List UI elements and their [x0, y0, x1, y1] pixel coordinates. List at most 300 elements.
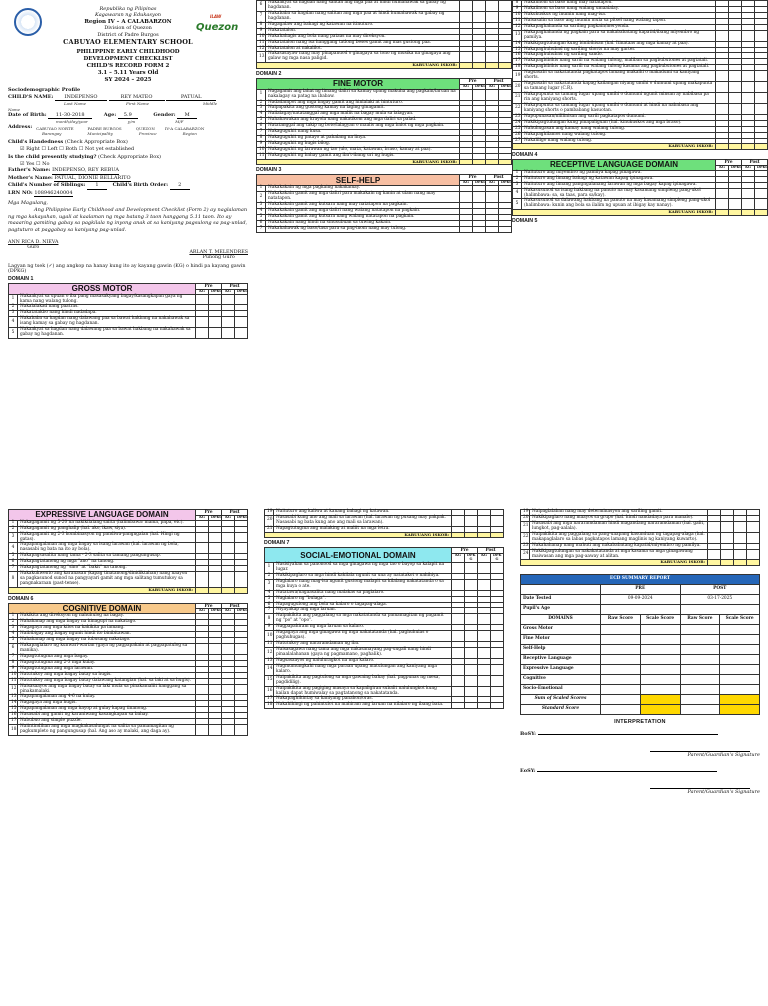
item-text: Nakatatalon at nakalilot. — [266, 46, 460, 52]
checklist-row — [265, 579, 504, 590]
check-cell[interactable] — [209, 328, 222, 339]
item-number: 2 — [9, 526, 18, 532]
check-cell[interactable] — [222, 644, 235, 655]
item-number: 8 — [265, 614, 274, 625]
check-cell[interactable] — [235, 725, 248, 736]
check-cell[interactable] — [209, 543, 222, 554]
item-text: Nakababa sa hagdan nang dalawang paa sa bawat hakbang na nakahawak sa isang kamay sa gabay ng hagdanan. — [18, 317, 196, 328]
check-cell[interactable] — [755, 93, 768, 104]
checklist-row — [257, 11, 512, 22]
item-text: Naituturo ang miyembro ng pamilya kapag pinagawa. — [522, 170, 716, 176]
fine-motor-table: FINE MOTOR Pre Post KG DPKG KG DPKG 1 Nagagamit ang lahat ng limang daliri sa kamay upang makuha ang pagkain/laruan na nakalagay sa patag na ibabaw. 2 Nadadampot ang mga bagay gamit ang hinlalaki at hintuturo. 3 Naipapakita ang gustong kamay na laging ginagamit. 4 Nailalagay/natatanggal ang mga maliit na bagay mula sa lalagyan. 5 Nahahawakan ang krayola nang nakatikom ang mga daliri sa palad. 6 Natatanggal ang takip ng bote/lalagyan o maalis ang mga balot ng mga pagkain. 7 Nakaguguhit nang kusa. 8 Nakaguguhit ng patayo at pahalang na linya. 9 Nakaguguhit ng hugis bilog. 10 Nakaguguhit ng larawan ng tao (ulo, mata, katawan, braso, kamay at paa). 11 Nakaguguhit ng bahay gamit ang iba't-ibang uri ng hugis. KABUUANG ISKOR: — [256, 78, 512, 166]
item-number: 5 — [9, 638, 18, 644]
check-cell[interactable] — [486, 192, 499, 203]
check-cell[interactable] — [716, 82, 729, 93]
check-cell[interactable] — [196, 684, 209, 695]
checklist-row — [513, 71, 768, 82]
checklist-row — [521, 521, 760, 532]
check-cell[interactable] — [235, 572, 248, 588]
mother-name-field[interactable]: PATUAL, DIONIE BELLARITO — [54, 174, 131, 181]
first-name-field[interactable]: REY MATEO — [109, 94, 165, 102]
check-cell[interactable] — [209, 317, 222, 328]
check-cell[interactable] — [755, 82, 768, 93]
check-cell[interactable] — [460, 226, 473, 232]
score-cell[interactable] — [601, 645, 641, 655]
birth-order-field[interactable]: 2 — [170, 182, 190, 190]
interpretation-heading: INTERPRETATION — [614, 719, 666, 726]
item-text: Nabubuo ang simple puzzle. — [18, 719, 196, 725]
item-number: 3 — [9, 532, 18, 543]
item-text: Nagagaya ang mga ginagawa ng mga nakatatanda (hal. paghuhulas o paghuhugas). — [274, 631, 452, 642]
check-cell[interactable] — [235, 328, 248, 339]
checklist-row — [265, 515, 504, 526]
checklist-row — [265, 614, 504, 625]
item-text: Napupunasan/nililinisan ang sarili pagkatapos dumumi. — [522, 114, 716, 120]
check-cell[interactable] — [755, 71, 768, 82]
item-text: Nakakakain gamit ang mga daliri para makakain ng kanin at ulam nang may natatapon. — [266, 192, 460, 203]
item-number: 9 — [265, 625, 274, 631]
item-number: 5 — [513, 199, 522, 210]
item-number: 9 — [513, 6, 522, 12]
item-number: 8 — [257, 136, 266, 142]
score-cell[interactable] — [640, 675, 680, 685]
check-cell[interactable] — [478, 703, 491, 709]
score-cell[interactable] — [720, 635, 760, 645]
check-cell[interactable] — [491, 675, 504, 686]
item-number: 9 — [257, 28, 266, 34]
check-cell[interactable] — [452, 515, 465, 526]
check-cell[interactable] — [235, 532, 248, 543]
check-cell[interactable] — [196, 317, 209, 328]
check-cell[interactable] — [729, 93, 742, 104]
dob-field[interactable]: 11-30-2018 — [48, 112, 92, 120]
item-number: 18 — [265, 703, 274, 709]
score-cell[interactable] — [680, 655, 720, 665]
item-text: Nakikipagtulungan sa nakakatatanda at mga kasama sa mga ginagawang maiwasan ang mga pag-aaway at alitan. — [530, 549, 708, 560]
item-number: 8 — [9, 660, 18, 666]
item-text: Nagagaya ang mga hugis. — [18, 701, 196, 707]
check-cell[interactable] — [716, 103, 729, 114]
item-text: Napagtutugma ang mga larawan. — [18, 666, 196, 672]
checklist-row — [521, 549, 760, 560]
item-number: 9 — [9, 666, 18, 672]
check-cell[interactable] — [460, 1, 473, 12]
item-number: 8 — [257, 22, 266, 28]
score-cell[interactable] — [720, 655, 760, 665]
check-cell[interactable] — [716, 188, 729, 199]
check-cell[interactable] — [473, 52, 486, 63]
handedness-checkboxes[interactable]: ☑ Right ☐ Left ☐ Both ☐ Not yet established — [20, 145, 135, 152]
item-text: Nagsasabi sa nakatatanda kapag kailangan niyang umihi o dumumi upang makapunta sa tamang lugar (C.R). — [522, 82, 716, 93]
check-cell[interactable] — [721, 532, 734, 543]
studying-checkboxes[interactable]: ☑ Yes ☐ No — [20, 160, 50, 167]
score-cell[interactable] — [720, 665, 760, 675]
check-cell[interactable] — [465, 562, 478, 573]
check-cell[interactable] — [478, 515, 491, 526]
check-cell[interactable] — [491, 686, 504, 697]
check-cell[interactable] — [708, 549, 721, 560]
check-cell[interactable] — [235, 684, 248, 695]
check-cell[interactable] — [742, 199, 755, 210]
checklist-row — [513, 103, 768, 114]
item-text: Napapangalanan ang 4-6 na kulay. — [18, 695, 196, 701]
check-cell[interactable] — [742, 82, 755, 93]
item-text: Natatawa/nagaasalita nang malakas sa paglalaro. — [274, 590, 452, 596]
check-cell[interactable] — [222, 572, 235, 588]
check-cell[interactable] — [196, 543, 209, 554]
check-cell[interactable] — [499, 192, 512, 203]
item-number: 12 — [9, 684, 18, 695]
item-text: Napagugulong ang bola sa kalaro o tagapag-alaga. — [274, 602, 452, 608]
check-cell[interactable] — [499, 11, 512, 22]
item-text: Nadadampot ang mga bagay gamit ang hinlalaki at hintuturo. — [266, 100, 460, 106]
check-cell[interactable] — [755, 103, 768, 114]
check-cell[interactable] — [742, 188, 755, 199]
check-cell[interactable] — [499, 89, 512, 100]
check-cell[interactable] — [742, 30, 755, 41]
score-cell[interactable] — [680, 685, 720, 695]
check-cell[interactable] — [452, 631, 465, 642]
check-cell[interactable] — [734, 532, 747, 543]
score-cell[interactable] — [640, 685, 680, 695]
check-cell[interactable] — [222, 317, 235, 328]
item-number: 7 — [257, 11, 266, 22]
item-text: Nakikita ang direksyon ng nahuhulog na bagay. — [18, 614, 196, 620]
check-cell[interactable] — [465, 648, 478, 659]
score-cell[interactable] — [720, 685, 760, 695]
item-text: Nakikipaglaro nang maayos sa grupo (hal. hindi nandadaya para manalo). — [530, 515, 708, 521]
score-cell[interactable] — [640, 655, 680, 665]
item-number: 13 — [513, 30, 522, 41]
checklist-row — [513, 188, 768, 199]
check-cell[interactable] — [465, 614, 478, 625]
score-cell[interactable] — [680, 665, 720, 675]
item-text: Nakasusunod sa dalawang hakbang na panuto na may kasamang simpleng pang-ukol (halimbawa: kunin ang bola sa ilalim ng upuan at ibigay kay nanay). — [522, 199, 716, 210]
checklist-row — [513, 93, 768, 104]
check-cell[interactable] — [491, 648, 504, 659]
item-number: 23 — [521, 543, 530, 549]
score-cell[interactable] — [720, 675, 760, 685]
item-number: 18 — [513, 65, 522, 71]
check-cell[interactable] — [209, 532, 222, 543]
item-number: 24 — [521, 549, 530, 560]
item-text: Nakakakain gamit ang kutsara nang may natatapon na pagkain. — [266, 203, 460, 209]
check-cell[interactable] — [222, 294, 235, 305]
check-cell[interactable] — [486, 89, 499, 100]
check-cell[interactable] — [499, 1, 512, 12]
item-text: Naibibigay ang bagay ngunit hindi ito binibitawan. — [18, 632, 196, 638]
item-number: 11 — [9, 678, 18, 684]
item-number: 5 — [9, 328, 18, 339]
score-cell[interactable] — [680, 645, 720, 655]
item-number: 2 — [9, 620, 18, 626]
item-text: Nasasabi ang gamit ng karaniwang kasangkapan sa bahay. — [18, 713, 196, 719]
summary-domain-label: Expressive Language — [521, 665, 601, 675]
check-cell[interactable] — [452, 664, 465, 675]
check-cell[interactable] — [721, 549, 734, 560]
check-cell[interactable] — [486, 52, 499, 63]
item-number: 21 — [265, 526, 274, 532]
item-text: Nakalalakad nang paatras. — [18, 305, 196, 311]
check-cell[interactable] — [222, 532, 235, 543]
check-cell[interactable] — [209, 725, 222, 736]
check-cell[interactable] — [729, 199, 742, 210]
check-cell[interactable] — [755, 188, 768, 199]
item-text: Nasasabi ang mga nararamdaman hindi magandang nararamdaman (hal. galit, lungkot, pag-aalala). — [530, 521, 708, 532]
check-cell[interactable] — [486, 11, 499, 22]
item-text: Naipaglalaban nang may determinasyon ang sariling gamit. — [530, 510, 708, 516]
check-cell[interactable] — [729, 188, 742, 199]
check-cell[interactable] — [491, 562, 504, 573]
check-cell[interactable] — [209, 644, 222, 655]
check-cell[interactable] — [716, 199, 729, 210]
score-cell[interactable] — [680, 635, 720, 645]
check-cell[interactable] — [473, 1, 486, 12]
check-cell[interactable] — [747, 532, 760, 543]
father-name-field[interactable]: INDEPENSO, REY REBUA — [52, 167, 119, 174]
check-cell[interactable] — [209, 684, 222, 695]
check-cell[interactable] — [742, 71, 755, 82]
check-cell[interactable] — [473, 11, 486, 22]
check-cell[interactable] — [196, 725, 209, 736]
check-cell[interactable] — [465, 664, 478, 675]
item-text: Nakikipaglaro sa mga hindi kakilala ngunit sa una ay natatakot o nahihiya. — [274, 573, 452, 579]
score-cell[interactable] — [601, 625, 641, 635]
check-cell[interactable] — [729, 30, 742, 41]
check-cell[interactable] — [473, 192, 486, 203]
score-cell[interactable] — [640, 625, 680, 635]
item-text: Nagmumungkahi nang mga paraan upang matulungan ang kaniyang mga kalaro. — [274, 664, 452, 675]
item-text: Nahahanap ang mga bagay na hinagupi na nakatago. — [18, 620, 196, 626]
check-cell[interactable] — [465, 515, 478, 526]
siblings-field[interactable]: 1 — [87, 182, 107, 190]
item-text: Naituturo ang kaliwa at kanang bahagi ng katawan. — [274, 510, 452, 516]
check-cell[interactable] — [747, 521, 760, 532]
item-text: Nailalagay/natatanggal ang mga maliit na bagay mula sa lalagyan. — [266, 112, 460, 118]
item-text: Nagagaya ang mga kilos na kakikita pa lamang. — [18, 626, 196, 632]
item-number: 7 — [9, 566, 18, 572]
score-cell[interactable] — [601, 685, 641, 695]
check-cell[interactable] — [222, 684, 235, 695]
item-number: 4 — [9, 632, 18, 638]
item-text: Nakaliligo nang walang tulong. — [522, 138, 716, 144]
check-cell[interactable] — [755, 199, 768, 210]
check-cell[interactable] — [209, 572, 222, 588]
item-text: Nakakakain nang hindi na sinusubuan sa tuwing kakain. — [266, 220, 460, 226]
item-text: Nagpapahiram ng mga laruan sa kalaro. — [274, 625, 452, 631]
check-cell[interactable] — [716, 30, 729, 41]
item-number: 13 — [265, 658, 274, 664]
item-text: Nakaiinom sa baso nang walang umaalalay. — [522, 6, 716, 12]
item-text: Nasasabi kung ano ang mali sa larawan (hal. larawan ng pusang may pakpak. Nasasabi ng bata kung ano ang mali sa larawan). — [274, 515, 452, 526]
check-cell[interactable] — [478, 664, 491, 675]
check-cell[interactable] — [235, 644, 248, 655]
score-cell[interactable] — [601, 655, 641, 665]
item-text: Nakapagbibihis nang sarili na walang tulong kasama ang pagbubutones at pagtatali. — [522, 65, 716, 71]
summary-row — [521, 665, 760, 675]
check-cell[interactable] — [499, 52, 512, 63]
check-cell[interactable] — [716, 93, 729, 104]
summary-domain-label: Receptive Language — [521, 655, 601, 665]
item-number: 2 — [257, 100, 266, 106]
check-cell[interactable] — [452, 562, 465, 573]
check-cell[interactable] — [465, 579, 478, 590]
check-cell[interactable] — [729, 82, 742, 93]
item-number: 7 — [9, 654, 18, 660]
check-cell[interactable] — [452, 579, 465, 590]
check-cell[interactable] — [755, 30, 768, 41]
item-number: 4 — [265, 590, 274, 596]
check-cell[interactable] — [729, 71, 742, 82]
checklist-row — [513, 30, 768, 41]
checklist-row — [521, 532, 760, 543]
check-cell[interactable] — [465, 675, 478, 686]
check-cell[interactable] — [721, 521, 734, 532]
bosy-line: BoSY: — [520, 731, 760, 737]
check-cell[interactable] — [196, 328, 209, 339]
check-cell[interactable] — [478, 562, 491, 573]
check-cell[interactable] — [478, 579, 491, 590]
check-cell[interactable] — [478, 614, 491, 625]
check-cell[interactable] — [478, 686, 491, 697]
score-cell[interactable] — [640, 645, 680, 655]
check-cell[interactable] — [452, 648, 465, 659]
item-number: 11 — [265, 642, 274, 648]
item-number: 8 — [513, 1, 522, 7]
check-cell[interactable] — [465, 686, 478, 697]
check-cell[interactable] — [235, 543, 248, 554]
check-cell[interactable] — [196, 294, 209, 305]
check-cell[interactable] — [734, 521, 747, 532]
check-cell[interactable] — [473, 226, 486, 232]
check-cell[interactable] — [465, 631, 478, 642]
item-text: Nakapaghahanda sa sariling pagkain/meryenda. — [522, 24, 716, 30]
item-number: 13 — [9, 695, 18, 701]
check-cell[interactable] — [452, 686, 465, 697]
check-cell[interactable] — [742, 93, 755, 104]
item-number: 16 — [9, 713, 18, 719]
receptive-language-table: RECEPTIVE LANGUAGE DOMAIN Pre Post KG DPKG KG DPKG 1 Naituturo ang miyembro ng pamilya kapag pinagawa. 2 Naituturo ang limang bahagi ng katawan kapag ipinagawa. 3 Naituturo ang limang pangngalanang larawan ng mga bagay kapag ipinagawa. 4 Nakasusunod sa isang hakbang na panuto na may kasamang simpleng pang-ukol (halimbawa: sa, sa taas, para sa/kay). 5 Nakasusunod sa dalawang hakbang na panuto na may kasamang simpleng pang-ukol (halimbawa: kunin ang bola sa ilalim ng upuan at ibigay kay nanay). KABUUANG ISKOR: — [512, 159, 768, 216]
gender-field[interactable]: M — [177, 112, 197, 120]
check-cell[interactable] — [491, 631, 504, 642]
score-cell[interactable] — [601, 675, 641, 685]
item-number: 4 — [9, 317, 18, 328]
check-cell[interactable] — [473, 89, 486, 100]
cognitive-cont-table: 19 Naituturo ang kaliwa at kanang bahagi ng katawan. 20 Nasasabi kung ano ang mali sa larawan (hal. larawan ng pusang may pakpak. Nasasabi ng bata kung ano ang mali sa larawan). 21 Napagtutugma ang malaking at maliit na mga letra. KABUUANG ISKOR: — [264, 509, 504, 538]
school-header: Republika ng Pilipinas Kagawaran ng Edukasyon Region IV – A CALABARZON Division of Quezon District of Padre Burgos CABUYAO ELEMENTARY SCHOOL PHILIPPINE EARLY CHILDHOOD DEVELOPMENT CHECKLIST CHILD'S RECORD FORM 2 3.1 – 5.11 Years Old SY 2024 – 2025 — [63, 6, 193, 83]
item-number: 19 — [513, 71, 522, 82]
item-number: 17 — [9, 719, 18, 725]
check-cell[interactable] — [486, 1, 499, 12]
item-number: 4 — [513, 188, 522, 199]
check-cell[interactable] — [491, 515, 504, 526]
parent-letter: Mga Magulang, Ang Philippine Early Childhood and Development Checklist (Form 2) ay naglalaman ng mga kakayahan, ugali at kaalaman ng mga batang 3 taon hanggang 5.11 taon. Ito ay maaaring gamiting gabay sa pagkilala ng inyong anak at sa kaniyang pagsulong sa pag-unlad, pagtuturo at paggabay sa kaniyang pag-unlad. — [8, 200, 248, 234]
check-cell[interactable] — [486, 226, 499, 232]
check-cell[interactable] — [452, 614, 465, 625]
check-cell[interactable] — [460, 11, 473, 22]
age-field[interactable]: 5.9 — [118, 112, 138, 120]
item-text: Napapangalanan ang mga hayop at gulay kapag tinanong. — [18, 707, 196, 713]
check-cell[interactable] — [478, 648, 491, 659]
item-text: Nakahahanap nang mahuti ang nakababatang kapatid/miyembro ng pamilya. — [530, 543, 708, 549]
check-cell[interactable] — [452, 675, 465, 686]
item-number: 2 — [9, 305, 18, 311]
check-cell[interactable] — [491, 614, 504, 625]
score-cell[interactable] — [601, 635, 641, 645]
item-number: 20 — [521, 515, 530, 521]
item-number: 3 — [9, 311, 18, 317]
check-cell[interactable] — [465, 703, 478, 709]
item-number: 7 — [257, 226, 266, 232]
item-number: 26 — [513, 132, 522, 138]
check-cell[interactable] — [222, 725, 235, 736]
item-number: 20 — [513, 82, 522, 93]
item-number: 14 — [513, 41, 522, 47]
item-text: Nakapupunta sa tamang lugar upang umihi o dumumi ngunit minsan ay nabibasa pa rin ang kaniyang shorts. — [522, 93, 716, 104]
item-text: Nakakakain ng mga pagkaing nakakamay. — [266, 186, 460, 192]
item-number: 15 — [9, 707, 18, 713]
score-cell[interactable] — [680, 675, 720, 685]
check-cell[interactable] — [708, 532, 721, 543]
check-cell[interactable] — [491, 664, 504, 675]
check-cell[interactable] — [491, 579, 504, 590]
item-text: Napagtutugma ang 2-3 mga kulay. — [18, 660, 196, 666]
score-cell[interactable] — [640, 635, 680, 645]
check-cell[interactable] — [742, 103, 755, 114]
check-cell[interactable] — [222, 543, 235, 554]
check-cell[interactable] — [222, 328, 235, 339]
check-cell[interactable] — [196, 644, 209, 655]
checklist-row — [265, 648, 504, 659]
check-cell[interactable] — [708, 521, 721, 532]
item-text: Napagtutugma ang mga bagay. — [18, 654, 196, 660]
check-cell[interactable] — [460, 52, 473, 63]
summary-row — [521, 635, 760, 645]
middle-name-field[interactable]: PATUAL — [166, 94, 216, 102]
check-cell[interactable] — [196, 572, 209, 588]
score-cell[interactable] — [640, 665, 680, 675]
check-cell[interactable] — [460, 192, 473, 203]
check-cell[interactable] — [734, 549, 747, 560]
check-cell[interactable] — [491, 703, 504, 709]
check-cell[interactable] — [452, 703, 465, 709]
lrn-field[interactable]: 108946240004 — [34, 189, 73, 196]
check-cell[interactable] — [235, 317, 248, 328]
eosy-line: EoSY: — [520, 768, 760, 774]
check-cell[interactable] — [235, 294, 248, 305]
check-cell[interactable] — [747, 549, 760, 560]
last-name-field[interactable]: INDEPENSO — [55, 94, 107, 102]
check-cell[interactable] — [209, 294, 222, 305]
item-number: 1 — [265, 562, 274, 573]
check-cell[interactable] — [729, 103, 742, 114]
score-cell[interactable] — [720, 625, 760, 635]
check-cell[interactable] — [478, 631, 491, 642]
item-text: Natutukoy ang mga bagay batay sa hugis. — [18, 672, 196, 678]
check-cell[interactable] — [499, 226, 512, 232]
score-cell[interactable] — [680, 625, 720, 635]
check-cell[interactable] — [460, 89, 473, 100]
check-cell[interactable] — [196, 532, 209, 543]
score-cell[interactable] — [601, 665, 641, 675]
score-cell[interactable] — [720, 645, 760, 655]
item-number: 14 — [9, 701, 18, 707]
check-cell[interactable] — [478, 675, 491, 686]
item-text: Nasisiyahan sa panonood sa mga ginagawa ng mga tao o bayop sa kalapit na lugar. — [274, 562, 452, 573]
summary-domain-label: Fine Motor — [521, 635, 601, 645]
check-cell[interactable] — [716, 71, 729, 82]
item-text: Nakapupunta sa tamang lugar upang umihi o dumumi at hindi na nababasa ang kaniyang shorts o pambabang kasuotan. — [522, 103, 716, 114]
